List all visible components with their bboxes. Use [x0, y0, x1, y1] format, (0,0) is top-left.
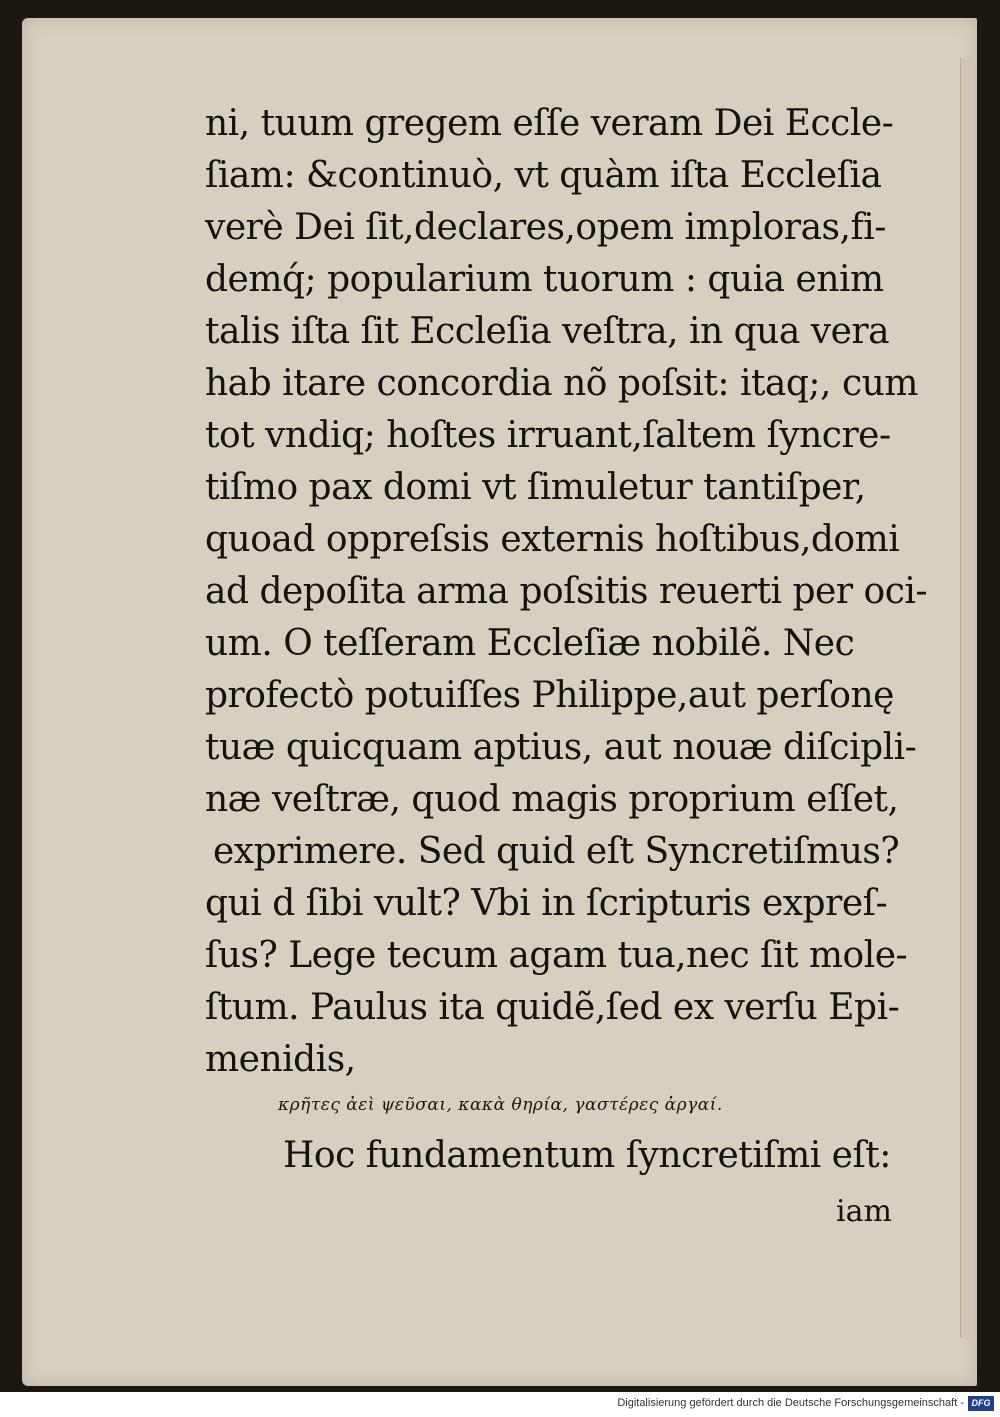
- text-line: tuæ quicquam aptius, aut nouæ diſcipli-: [205, 727, 917, 768]
- text-line: exprimere. Sed quid eſt Syncretiſmus?: [213, 831, 900, 872]
- text-line: qui d ſibi vult? Vbi in ſcripturis expreſ-: [205, 883, 888, 924]
- page-edge: [960, 58, 971, 1338]
- text-line: hab itare concordia nõ poſsit: itaq;, cum: [205, 363, 918, 404]
- text-line: ſtum. Paulus ita quidẽ,ſed ex verſu Epi-: [205, 987, 900, 1028]
- text-line: ſus? Lege tecum agam tua,nec ſit mole-: [205, 935, 908, 976]
- footer-bar: [0, 1392, 1000, 1417]
- dfg-logo-icon: DFG: [968, 1396, 994, 1411]
- text-line: næ veſtræ, quod magis proprium eſſet,: [205, 779, 899, 820]
- text-line: talis iſta ſit Eccleſia veſtra, in qua vera: [205, 311, 890, 352]
- main-text-block: [205, 98, 928, 1086]
- text-line: demq́; popularium tuorum : quia enim: [205, 259, 884, 300]
- text-line: ad depoſita arma poſsitis reuerti per oci-: [205, 571, 928, 612]
- text-line: verè Dei ſit,declares,opem imploras,fi-: [205, 207, 886, 248]
- text-line: ſiam: &continuò, vt quàm iſta Eccleſia: [205, 155, 882, 196]
- text-line: quoad oppreſsis externis hoſtibus,domi: [205, 519, 900, 560]
- text-line: menidis,: [205, 1039, 356, 1080]
- text-line: um. O teſſeram Eccleſiæ nobilẽ. Nec: [205, 623, 855, 664]
- text-line: ni, tuum gregem eſſe veram Dei Eccle-: [205, 103, 894, 144]
- catchword: iam: [836, 1194, 892, 1229]
- funding-credit: Digitalisierung gefördert durch die Deutsche Forschungsgemeinschaft -: [617, 1397, 964, 1409]
- greek-quotation: κρῆτες ἀεὶ ψεῦσαι, κακὰ θηρία, γαστέρες ἀργαί.: [278, 1095, 723, 1115]
- paragraph-start: Hoc fundamentum ſyncretiſmi eſt:: [283, 1135, 891, 1176]
- text-line: tot vndiq; hoſtes irruant,ſaltem ſyncre-: [205, 415, 891, 456]
- text-line: profectò potuiſſes Philippe,aut perſonę: [205, 675, 894, 716]
- text-line: tiſmo pax domi vt ſimuletur tantiſper,: [205, 467, 866, 508]
